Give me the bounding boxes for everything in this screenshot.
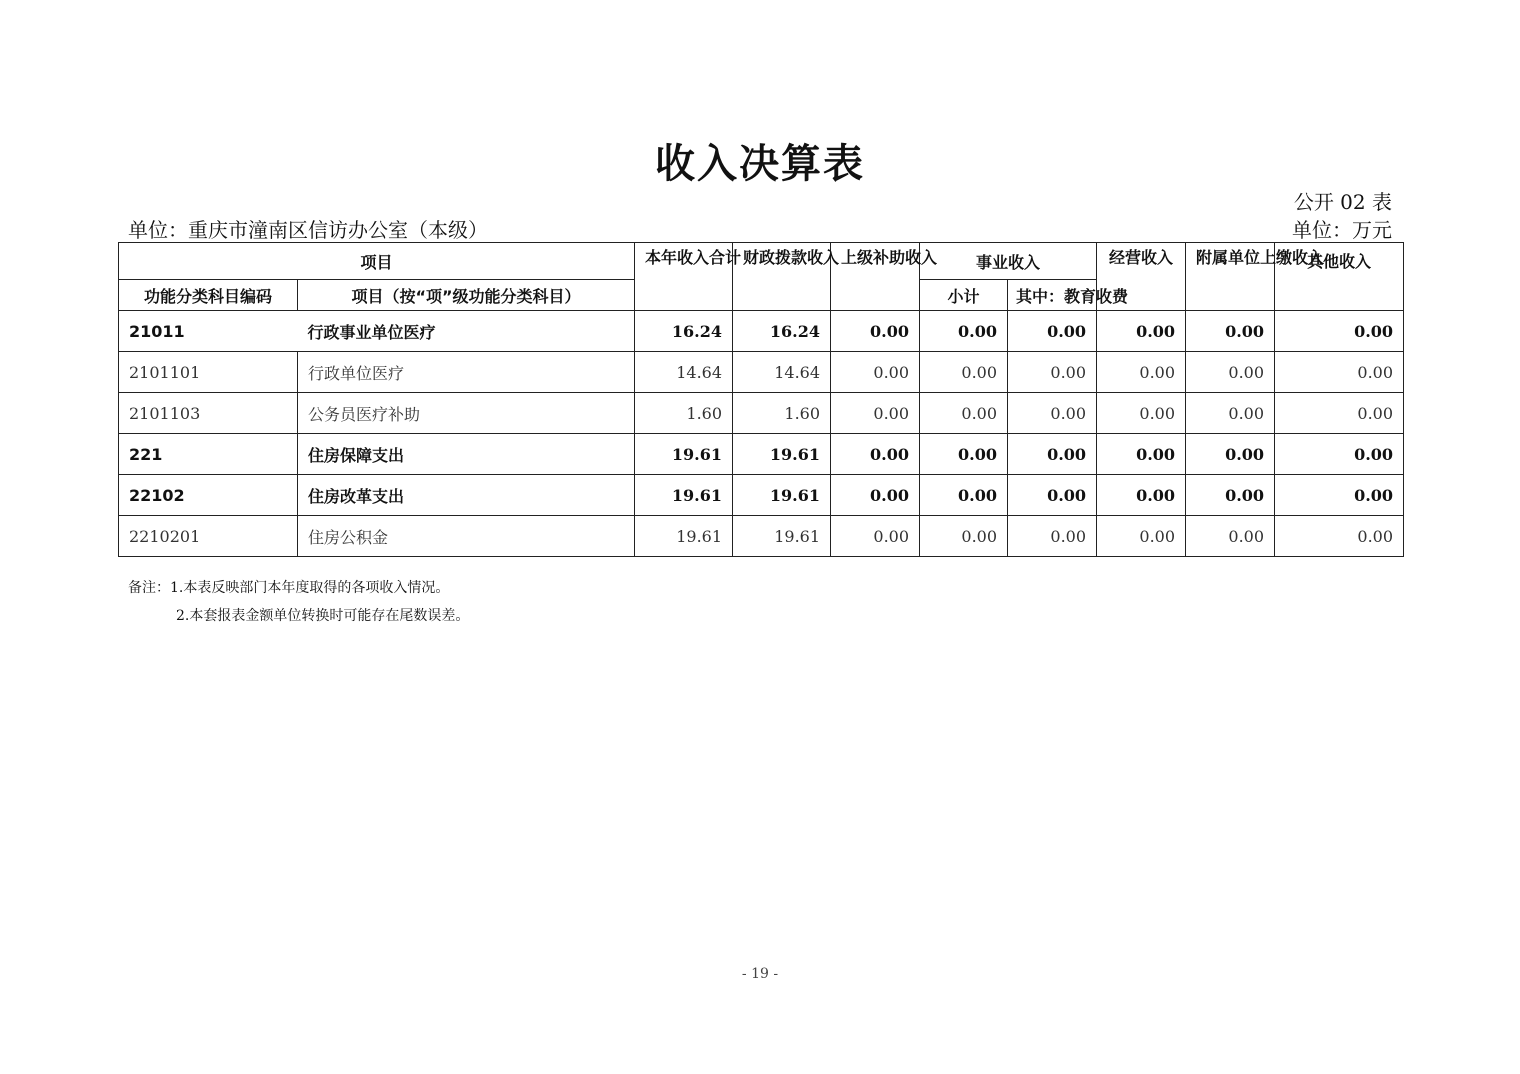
cell-total: 16.24 [635, 311, 733, 352]
cell-fiscal: 16.24 [733, 311, 831, 352]
header-other: 其他收入 [1275, 243, 1404, 311]
header-total: 本年收入合计 [645, 248, 742, 267]
table-row [119, 475, 1404, 516]
cell-affiliated: 0.00 [1186, 352, 1275, 393]
cell-operating: 0.00 [1097, 311, 1186, 352]
cell-subtotal: 0.00 [920, 352, 1008, 393]
cell-superior: 0.00 [831, 475, 920, 516]
row-name: 住房保障支出 [298, 434, 635, 475]
cell-total: 19.61 [635, 434, 733, 475]
cell-superior: 0.00 [831, 516, 920, 557]
header-of-which: 其中：教育收费 [1008, 280, 1097, 311]
cell-fiscal: 14.64 [733, 352, 831, 393]
row-name: 住房改革支出 [298, 475, 635, 516]
cell-operating: 0.00 [1097, 516, 1186, 557]
cell-of-which: 0.00 [1008, 434, 1097, 475]
cell-affiliated: 0.00 [1186, 311, 1275, 352]
cell-of-which: 0.00 [1008, 352, 1097, 393]
cell-subtotal: 0.00 [920, 311, 1008, 352]
cell-fiscal: 19.61 [733, 516, 831, 557]
cell-other: 0.00 [1275, 352, 1404, 393]
cell-affiliated: 0.00 [1186, 516, 1275, 557]
table-row [119, 352, 1404, 393]
page-title: 收入决算表 [655, 141, 865, 187]
cell-fiscal: 19.61 [733, 475, 831, 516]
cell-subtotal: 0.00 [920, 434, 1008, 475]
currency-unit: 单位：万元 [1292, 218, 1392, 242]
cell-operating: 0.00 [1097, 352, 1186, 393]
page-number: - 19 - [741, 966, 779, 982]
cell-fiscal: 19.61 [733, 434, 831, 475]
cell-total: 14.64 [635, 352, 733, 393]
cell-total: 19.61 [635, 516, 733, 557]
header-project: 项目 [119, 243, 635, 280]
cell-affiliated: 0.00 [1186, 475, 1275, 516]
header-row-1 [119, 243, 1404, 280]
notes [128, 574, 469, 630]
row-code: 2210201 [119, 516, 298, 557]
header-affiliated: 附属单位上缴收入 [1196, 248, 1325, 267]
cell-of-which: 0.00 [1008, 311, 1097, 352]
header-subtotal: 小计 [920, 280, 1008, 311]
cell-affiliated: 0.00 [1186, 434, 1275, 475]
cell-of-which: 0.00 [1008, 516, 1097, 557]
header-operating: 经营收入 [1109, 248, 1174, 267]
row-name: 行政事业单位医疗 [298, 311, 635, 352]
header-code: 功能分类科目编码 [119, 280, 298, 311]
cell-other: 0.00 [1275, 311, 1404, 352]
cell-operating: 0.00 [1097, 475, 1186, 516]
cell-subtotal: 0.00 [920, 393, 1008, 434]
cell-subtotal: 0.00 [920, 475, 1008, 516]
note-line-1: 备注：1.本表反映部门本年度取得的各项收入情况。 [128, 580, 450, 596]
row-name: 住房公积金 [298, 516, 635, 557]
row-code: 2101103 [119, 393, 298, 434]
cell-fiscal: 1.60 [733, 393, 831, 434]
cell-other: 0.00 [1275, 434, 1404, 475]
row-code: 2101101 [119, 352, 298, 393]
cell-superior: 0.00 [831, 352, 920, 393]
note-line-2: 2.本套报表金额单位转换时可能存在尾数误差。 [176, 608, 470, 624]
row-code: 22102 [119, 475, 298, 516]
header-item: 项目（按“项”级功能分类科目） [298, 280, 635, 311]
cell-other: 0.00 [1275, 393, 1404, 434]
row-name: 公务员医疗补助 [298, 393, 635, 434]
cell-superior: 0.00 [831, 311, 920, 352]
cell-of-which: 0.00 [1008, 393, 1097, 434]
header-business: 事业收入 [920, 243, 1097, 280]
cell-of-which: 0.00 [1008, 475, 1097, 516]
header-superior: 上级补助收入 [841, 248, 938, 267]
row-code: 21011 [119, 311, 298, 352]
table-row [119, 516, 1404, 557]
cell-superior: 0.00 [831, 393, 920, 434]
cell-superior: 0.00 [831, 434, 920, 475]
table-row [119, 434, 1404, 475]
cell-other: 0.00 [1275, 475, 1404, 516]
row-code: 221 [119, 434, 298, 475]
cell-affiliated: 0.00 [1186, 393, 1275, 434]
form-number: 公开 02 表 [1293, 190, 1392, 214]
table-row [119, 393, 1404, 434]
cell-operating: 0.00 [1097, 393, 1186, 434]
cell-total: 1.60 [635, 393, 733, 434]
cell-operating: 0.00 [1097, 434, 1186, 475]
row-name: 行政单位医疗 [298, 352, 635, 393]
cell-other: 0.00 [1275, 516, 1404, 557]
header-fiscal: 财政拨款收入 [743, 248, 840, 267]
income-table [118, 242, 1404, 557]
table-row [119, 311, 1404, 352]
cell-subtotal: 0.00 [920, 516, 1008, 557]
cell-total: 19.61 [635, 475, 733, 516]
unit-name: 单位：重庆市潼南区信访办公室（本级） [128, 218, 488, 242]
